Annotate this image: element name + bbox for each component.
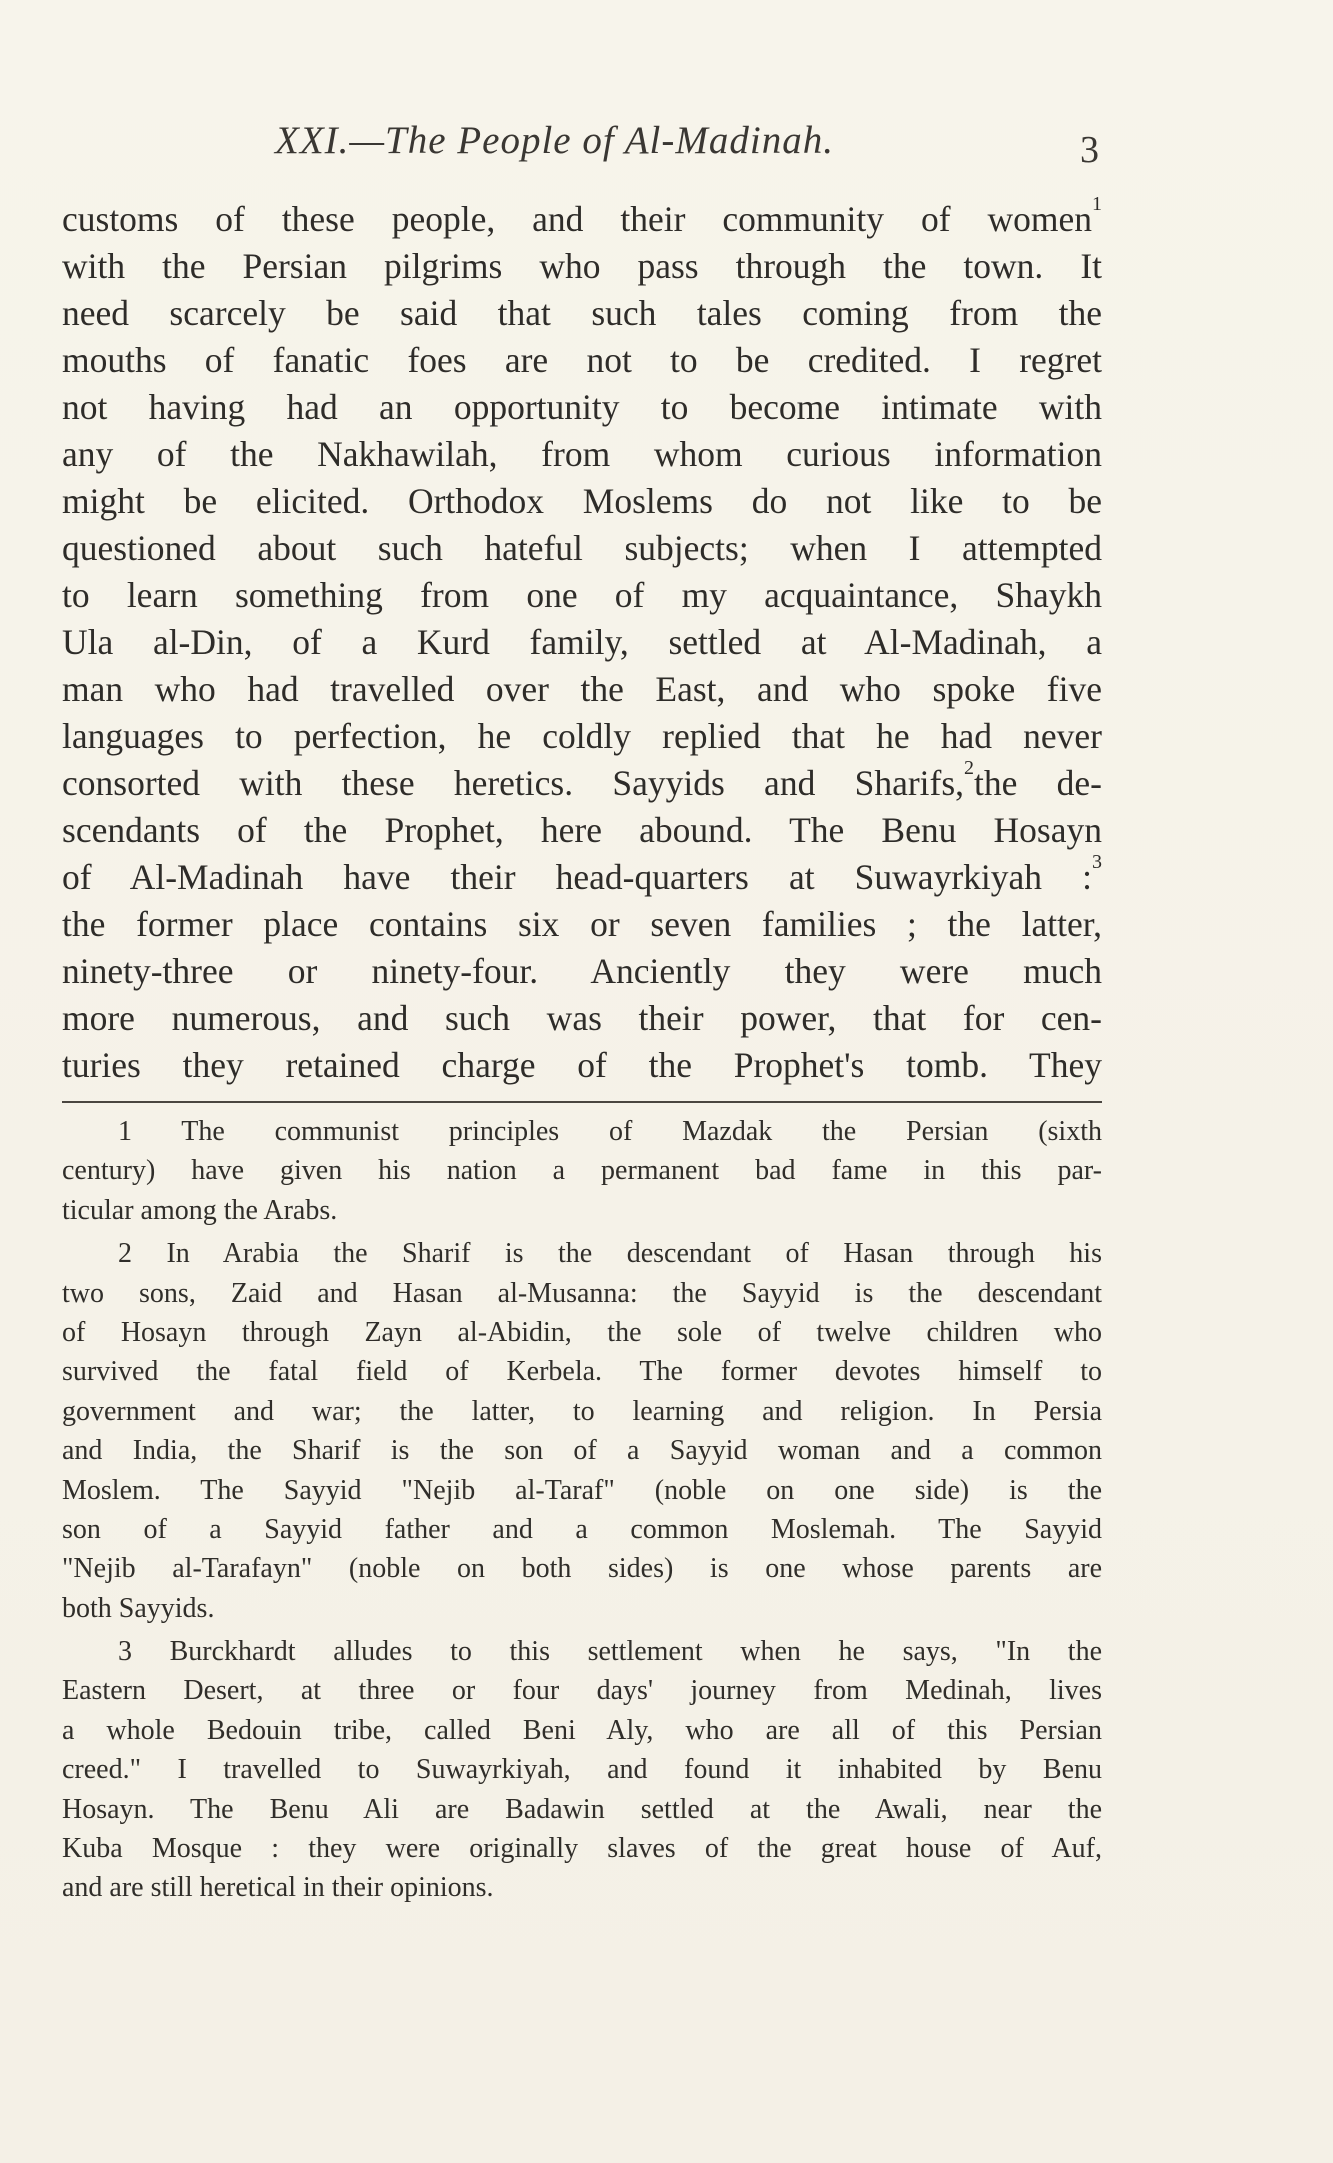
body-line: languages to perfection, he coldly replied that he had never	[62, 716, 1102, 756]
footnote-ref-1[interactable]: 1	[1092, 193, 1102, 215]
footnote-line: son of a Sayyid father and a common Moslemah. The Sayyid	[62, 1513, 1102, 1545]
body-line: questioned about such hateful subjects; when I attempted	[62, 528, 1102, 568]
footnote-line: century) have given his nation a permanent bad fame in this par-	[62, 1155, 1102, 1187]
body-line: need scarcely be said that such tales coming from the	[62, 293, 1102, 333]
body-line: scendants of the Prophet, here abound. The Benu Hosayn	[62, 810, 1102, 850]
footnote-line: both Sayyids.	[62, 1592, 215, 1624]
body-text	[62, 193, 1102, 1089]
body-line: ninety-three or ninety-four. Anciently they were much	[62, 951, 1102, 991]
body-line: the former place contains six or seven families ; the latter,	[62, 904, 1102, 944]
footnote-line: government and war; the latter, to learning and religion. In Persia	[62, 1395, 1102, 1427]
footnote-line: Hosayn. The Benu Ali are Badawin settled at the Awali, near the	[62, 1793, 1102, 1825]
body-line: with the Persian pilgrims who pass through the town. It	[62, 246, 1102, 286]
footnote-1	[62, 1112, 1102, 1230]
footnote-line: and are still heretical in their opinions.	[62, 1872, 494, 1904]
body-line: more numerous, and such was their power, that for cen-	[62, 998, 1102, 1038]
footnote-line: "Nejib al-Tarafayn" (noble on both sides) is one whose parents are	[62, 1553, 1102, 1585]
footnotes	[62, 1112, 1102, 1908]
footnote-ref-2[interactable]: 2	[964, 757, 975, 779]
footnote-line: survived the fatal field of Kerbela. The former devotes himself to	[62, 1356, 1102, 1388]
footnote-3	[62, 1632, 1102, 1908]
body-line: customs of these people, and their community of women$^1$	[62, 193, 1102, 239]
footnote-line: two sons, Zaid and Hasan al-Musanna: the Sayyid is the descendant	[62, 1277, 1102, 1309]
body-line: man who had travelled over the East, and who spoke five	[62, 669, 1102, 709]
footnote-ref-3[interactable]: 3	[1092, 851, 1102, 873]
footnote-line: Moslem. The Sayyid "Nejib al-Taraf" (noble on one side) is the	[62, 1474, 1102, 1506]
running-title: XXI.—The People of Al-Madinah.	[275, 119, 834, 162]
page-number: 3	[1080, 129, 1099, 171]
footnote-line: 3 Burckhardt alludes to this settlement when he says, "In the	[118, 1636, 1102, 1668]
body-line: Ula al-Din, of a Kurd family, settled at Al-Madinah, a	[62, 622, 1102, 662]
footnote-line: Eastern Desert, at three or four days' journey from Medinah, lives	[62, 1675, 1102, 1707]
body-line: turies they retained charge of the Prophet's tomb. They	[62, 1045, 1102, 1085]
footnote-line: 1 The communist principles of Mazdak the Persian (sixth	[118, 1116, 1102, 1147]
footnote-2	[62, 1234, 1102, 1628]
footnote-line: a whole Bedouin tribe, called Beni Aly, who are all of this Persian	[62, 1714, 1102, 1746]
footnote-line: and India, the Sharif is the son of a Sayyid woman and a common	[62, 1435, 1102, 1467]
footnote-line: creed." I travelled to Suwayrkiyah, and found it inhabited by Benu	[62, 1754, 1102, 1786]
running-head	[0, 118, 1333, 178]
body-line: to learn something from one of my acquaintance, Shaykh	[62, 575, 1102, 615]
footnote-line: Kuba Mosque : they were originally slaves of the great house of Auf,	[62, 1833, 1102, 1865]
body-line: consorted with these heretics. Sayyids and Sharifs,$^2$the de-	[62, 757, 1102, 803]
footnote-line: ticular among the Arabs.	[62, 1194, 338, 1226]
footnote-rule	[62, 1101, 1102, 1103]
footnote-line: of Hosayn through Zayn al-Abidin, the sole of twelve children who	[62, 1316, 1102, 1348]
body-line: might be elicited. Orthodox Moslems do not like to be	[62, 481, 1102, 521]
body-line: mouths of fanatic foes are not to be credited. I regret	[62, 340, 1102, 380]
body-line: of Al-Madinah have their head-quarters at Suwayrkiyah :$^3$	[62, 851, 1102, 897]
footnote-line: 2 In Arabia the Sharif is the descendant of Hasan through his	[118, 1238, 1102, 1270]
body-line: any of the Nakhawilah, from whom curious information	[62, 434, 1102, 474]
body-line: not having had an opportunity to become intimate with	[62, 387, 1102, 427]
